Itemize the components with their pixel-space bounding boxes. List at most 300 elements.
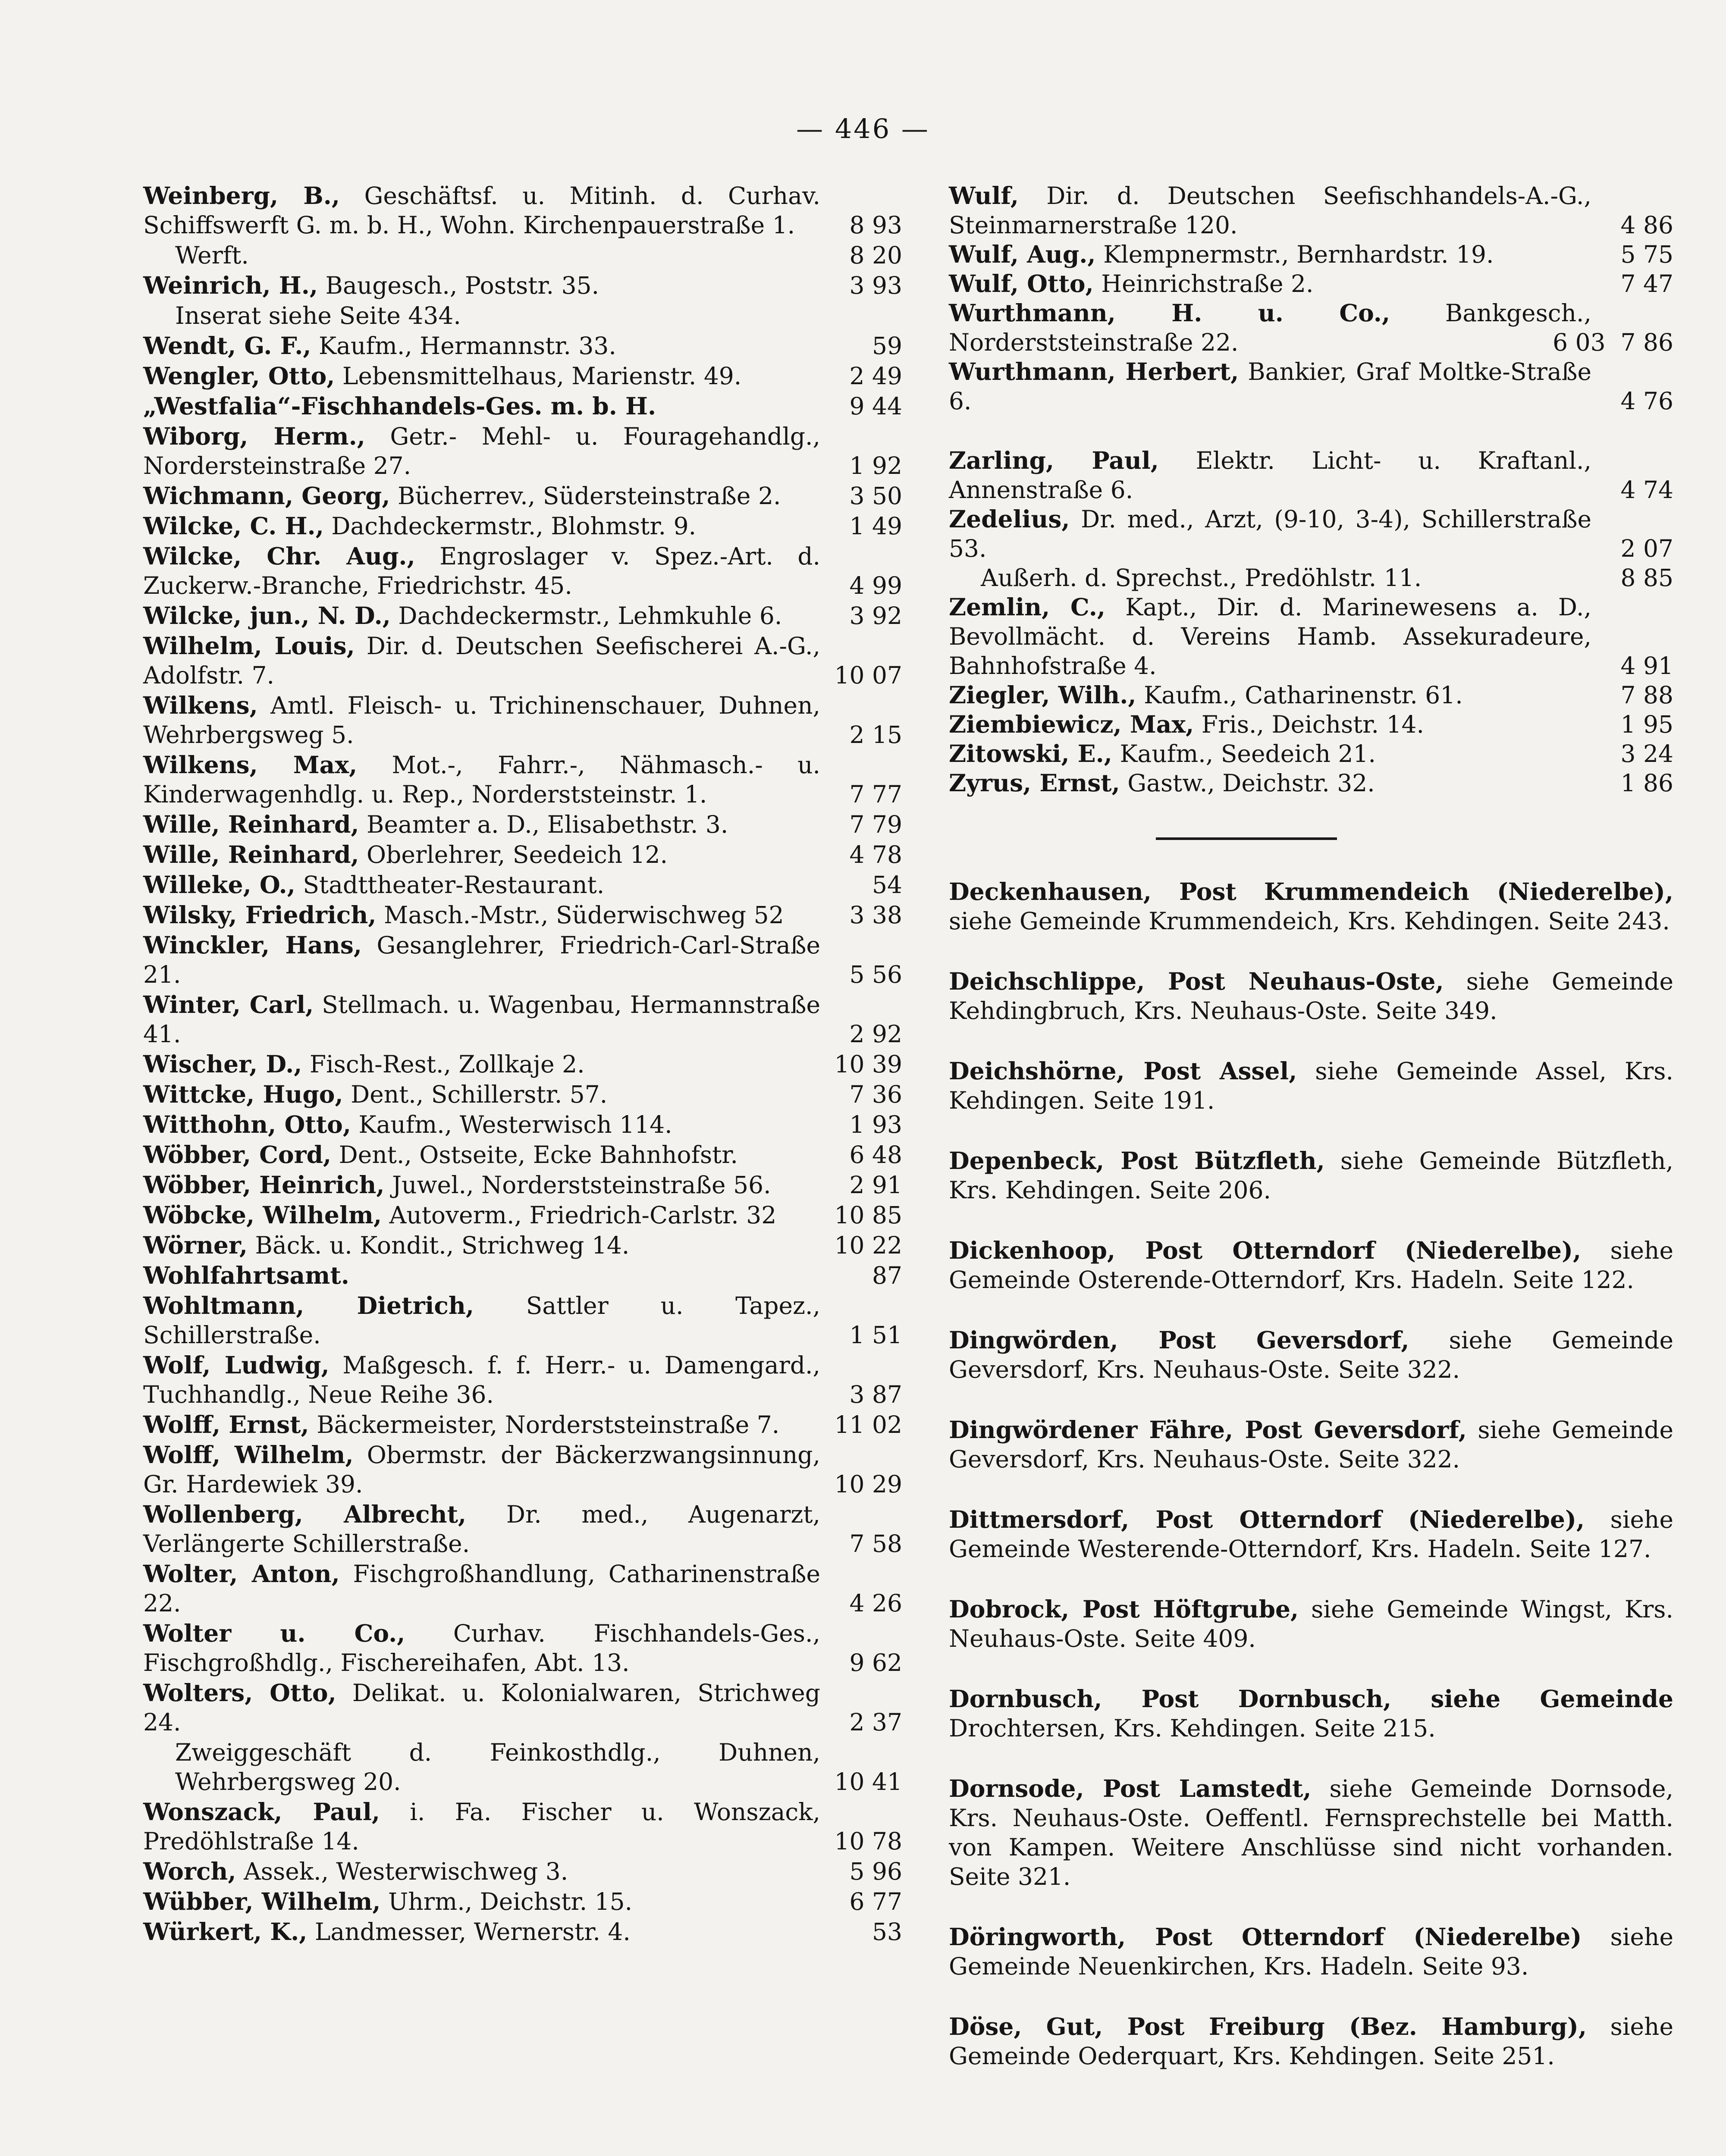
entry-text: [949, 680, 1673, 710]
entry-text: [949, 181, 1673, 240]
entry-text: [143, 392, 902, 421]
phone-number: 1 51: [849, 1321, 902, 1349]
place-name: Dingwördener Fähre, Post Geversdorf,: [949, 1416, 1467, 1444]
entry-details: Kaufm., Seedeich 21.: [1120, 740, 1376, 768]
phone-number: 5 56: [849, 961, 902, 988]
place-details: siehe Gemeinde Kehdingbruch, Krs. Neuhaus-Oste. Seite 349.: [949, 968, 1674, 1025]
entry-text: [175, 301, 902, 330]
phone-number: 5 75: [1620, 241, 1673, 268]
entry-text: [143, 1500, 902, 1558]
entry-name: Wilsky, Friedrich,: [143, 901, 377, 929]
entry-text: [949, 269, 1673, 298]
place-details: siehe Gemeinde Wingst, Krs. Neuhaus-Oste. Seite 409.: [949, 1595, 1673, 1652]
entry-name: Wilkens,: [143, 691, 258, 719]
phone-number: 10 85: [834, 1201, 902, 1229]
section-divider: [1156, 837, 1337, 840]
phone-number: 1 95: [1620, 711, 1673, 738]
entry-text: [143, 271, 902, 300]
phone-number: 4 76: [1620, 387, 1673, 415]
right-column: [949, 181, 1673, 2102]
place-text: [949, 1326, 1673, 1384]
entry-name: Wübber, Wilhelm,: [143, 1887, 381, 1915]
directory-entry: [949, 592, 1673, 680]
entry-name: Zedelius,: [949, 505, 1070, 533]
directory-entry: [949, 563, 1673, 592]
phone-number: 4 86: [1620, 211, 1673, 239]
directory-entry: [143, 1110, 902, 1139]
directory-entry: [143, 1351, 902, 1409]
entry-text: [143, 1559, 902, 1618]
entry-name: Zyrus, Ernst,: [949, 769, 1120, 797]
directory-entry: [143, 631, 902, 690]
entry-text: [143, 750, 902, 809]
phone-number: 10 07: [834, 661, 902, 689]
entry-text: [143, 422, 902, 480]
place-details: siehe Gemeinde Westerende-Otterndorf, Krs. Hadeln. Seite 127.: [949, 1506, 1674, 1563]
place-text: [949, 967, 1673, 1025]
entry-details: Gastw., Deichstr. 32.: [1127, 769, 1375, 797]
phone-number: 59: [872, 332, 902, 360]
phone-number: 6 03 7 86: [1553, 329, 1673, 356]
entry-text: [143, 1887, 902, 1916]
place-name: Dobrock, Post Höftgrube,: [949, 1595, 1299, 1623]
directory-entry: [143, 1678, 902, 1737]
place-details: siehe Gemeinde Geversdorf, Krs. Neuhaus-Oste. Seite 322.: [949, 1416, 1674, 1473]
entry-name: Wöbber, Cord,: [143, 1141, 332, 1169]
phone-number: 8 20: [849, 241, 902, 269]
directory-entry: [949, 505, 1673, 563]
entry-details: Elektr. Licht- u. Kraftanl., Annenstraße 6.: [949, 447, 1592, 504]
place-reference: [949, 1922, 1673, 1981]
phone-number: 87: [872, 1262, 902, 1289]
entry-text: [143, 1797, 902, 1856]
entry-details: Masch.-Mstr., Süderwischweg 52: [384, 901, 784, 929]
entry-details: Stellmach. u. Wagenbau, Hermannstraße 41.: [143, 991, 821, 1048]
entry-text: [143, 631, 902, 690]
entry-name: Wörner,: [143, 1231, 248, 1259]
entry-details: Heinrichstraße 2.: [1101, 270, 1314, 298]
entry-name: Wilcke, C. H.,: [143, 512, 324, 540]
entry-details: Kapt., Dir. d. Marinewesens a. D., Bevollmächt. d. Vereins Hamb. Assekuradeure, Bahnhofstraße 4.: [949, 593, 1591, 680]
entry-text: [143, 931, 902, 989]
phone-number: 7 47: [1620, 270, 1673, 298]
phone-number: 3 24: [1620, 740, 1673, 768]
entry-text: [143, 810, 902, 839]
phone-number: 1 93: [849, 1111, 902, 1138]
place-name: Deichschlippe, Post Neuhaus-Oste,: [949, 967, 1444, 995]
entry-name: Wohltmann, Dietrich,: [143, 1291, 474, 1319]
phone-number: 2 91: [849, 1171, 902, 1199]
directory-entry: [949, 710, 1673, 739]
phone-number: 6 48: [849, 1141, 902, 1169]
entry-text: [949, 710, 1673, 739]
entry-name: Wolters, Otto,: [143, 1679, 336, 1707]
phone-number: 2 49: [849, 362, 902, 390]
phone-number: 6 77: [849, 1888, 902, 1915]
place-text: [949, 1056, 1673, 1115]
place-details: siehe Gemeinde Dornsode, Krs. Neuhaus-Oste. Oeffentl. Fernsprechstelle bei Matth. von Kampen. Weitere Anschlüsse sind nicht vorhanden. Seite 321.: [949, 1775, 1674, 1890]
entry-name: Wolff, Ernst,: [143, 1410, 309, 1438]
directory-entry: [143, 361, 902, 391]
entry-text: [143, 1110, 902, 1139]
entry-name: Wilcke, jun., N. D.,: [143, 602, 391, 630]
phone-number: 3 92: [849, 602, 902, 630]
directory-entry: [143, 331, 902, 360]
entry-details: Bücherrev., Südersteinstraße 2.: [398, 482, 781, 510]
entry-details: Dachdeckermstr., Blohmstr. 9.: [331, 512, 697, 540]
phone-number: 10 78: [834, 1827, 902, 1855]
entry-details: Dr. med., Augenarzt, Verlängerte Schillerstraße.: [143, 1501, 820, 1557]
entry-details: Dent., Ostseite, Ecke Bahnhofstr.: [339, 1141, 738, 1169]
entry-name: Wischer, D.,: [143, 1050, 302, 1078]
phone-number: 7 88: [1620, 681, 1673, 709]
entry-name: Ziegler, Wilh.,: [949, 681, 1136, 709]
entry-details: Bankier, Graf Moltke-Straße 6.: [949, 358, 1591, 415]
entry-details: Bankgesch., Norderststeinstraße 22.: [949, 299, 1591, 356]
entry-text: [143, 1170, 902, 1200]
entry-name: Wurthmann, Herbert,: [949, 357, 1239, 385]
entry-text: [143, 1140, 902, 1169]
entry-name: Wilcke, Chr. Aug.,: [143, 542, 415, 570]
place-reference: [949, 1684, 1673, 1743]
entry-name: Winter, Carl,: [143, 990, 314, 1018]
entry-text: [143, 1200, 902, 1230]
place-reference: [949, 877, 1673, 936]
entry-name: Wollenberg, Albrecht,: [143, 1500, 467, 1528]
entry-text: [143, 542, 902, 600]
entry-name: Wittcke, Hugo,: [143, 1080, 343, 1108]
phone-number: 9 44: [849, 392, 902, 420]
entry-name: Wolter, Anton,: [143, 1560, 340, 1588]
directory-entry: [143, 271, 902, 300]
directory-entry: [143, 542, 902, 600]
place-name: Döringworth, Post Otterndorf (Niederelbe): [949, 1923, 1582, 1951]
place-details: siehe Gemeinde Oederquart, Krs. Kehdingen. Seite 251.: [949, 2013, 1673, 2070]
phone-number: 9 62: [849, 1649, 902, 1677]
entry-name: Weinrich, H.,: [143, 271, 318, 299]
directory-entry: [143, 1200, 902, 1230]
entry-name: Wohlfahrtsamt.: [143, 1261, 349, 1289]
place-text: [949, 1415, 1673, 1474]
place-text: [949, 1595, 1673, 1653]
place-name: Deckenhausen, Post Krummendeich (Niederelbe),: [949, 877, 1673, 906]
place-name: Depenbeck, Post Bützfleth,: [949, 1147, 1325, 1175]
phone-number: 8 93: [849, 211, 902, 239]
place-text: [949, 1684, 1673, 1743]
place-reference: [949, 1595, 1673, 1653]
phone-number: 4 26: [849, 1589, 902, 1617]
directory-entry: [143, 810, 902, 839]
entry-text: [143, 331, 902, 360]
directory-entry: [143, 481, 902, 511]
phone-number: 11 02: [834, 1411, 902, 1438]
phone-number: 3 87: [849, 1381, 902, 1408]
entry-name: Wöbber, Heinrich,: [143, 1171, 385, 1199]
entry-details: Uhrm., Deichstr. 15.: [388, 1888, 633, 1915]
directory-entry: [949, 357, 1673, 416]
entry-details: Bäck. u. Kondit., Strichweg 14.: [255, 1232, 630, 1259]
entry-details: Autoverm., Friedrich-Carlstr. 32: [389, 1201, 777, 1229]
entry-name: Weinberg, B.,: [143, 182, 340, 210]
entry-text: [949, 240, 1673, 269]
phone-number: 2 92: [849, 1020, 902, 1048]
place-name: Dingwörden, Post Geversdorf,: [949, 1326, 1409, 1354]
entry-details: Juwel., Norderststeinstraße 56.: [392, 1171, 771, 1199]
entry-name: Wonszack, Paul,: [143, 1798, 380, 1826]
left-column: [143, 181, 902, 1947]
entry-text: [143, 1410, 902, 1439]
place-references: [949, 877, 1673, 2071]
entry-details: Oberlehrer, Seedeich 12.: [367, 841, 668, 868]
place-name: Dickenhoop, Post Otterndorf (Niederelbe),: [949, 1236, 1582, 1264]
directory-entry: [143, 1559, 902, 1618]
entry-details: Getr.- Mehl- u. Fouragehandlg., Nordersteinstraße 27.: [143, 423, 821, 479]
phone-number: 3 50: [849, 482, 902, 510]
directory-entry: [143, 1080, 902, 1109]
entry-details: Delikat. u. Kolonialwaren, Strichweg 24.: [143, 1679, 820, 1736]
right-entries: [949, 181, 1673, 798]
phone-number: 4 91: [1620, 652, 1673, 680]
phone-number: 10 29: [834, 1470, 902, 1498]
phone-number: 4 78: [849, 841, 902, 868]
directory-entry: [949, 680, 1673, 710]
entry-name: Wolf, Ludwig,: [143, 1351, 330, 1379]
entry-text: [143, 181, 902, 240]
place-reference: [949, 1415, 1673, 1474]
directory-entry: [143, 1140, 902, 1169]
entry-text: [143, 511, 902, 541]
entry-text: [143, 1291, 902, 1350]
entry-name: Wulf,: [949, 182, 1019, 210]
directory-entry: [949, 298, 1673, 357]
entry-details: Assek., Westerwischweg 3.: [244, 1858, 568, 1885]
entry-text: [143, 361, 902, 391]
entry-text: [949, 592, 1673, 680]
directory-entry: [143, 181, 902, 240]
directory-entry: [143, 1261, 902, 1290]
directory-entry: [143, 241, 902, 270]
entry-details: Kaufm., Catharinenstr. 61.: [1144, 681, 1463, 709]
directory-entry: [143, 870, 902, 899]
entry-details: Lebensmittelhaus, Marienstr. 49.: [342, 362, 742, 390]
entry-text: [143, 1351, 902, 1409]
directory-entry: [143, 900, 902, 930]
phone-number: 4 74: [1620, 476, 1673, 504]
directory-entry: [949, 768, 1673, 798]
directory-entry: [143, 392, 902, 421]
place-details: siehe Gemeinde Assel, Krs. Kehdingen. Seite 191.: [949, 1057, 1674, 1114]
entry-details: Baugesch., Poststr. 35.: [325, 272, 599, 299]
entry-details: Obermstr. der Bäckerzwangsinnung, Gr. Hardewiek 39.: [143, 1441, 820, 1498]
entry-name: Ziembiewicz, Max,: [949, 710, 1194, 738]
entry-details: Zweiggeschäft d. Feinkosthdlg., Duhnen, Wehrbergsweg 20.: [175, 1739, 820, 1796]
entry-details: Fisch-Rest., Zollkaje 2.: [309, 1050, 585, 1078]
entry-details: Kaufm., Hermannstr. 33.: [319, 332, 616, 360]
phone-number: 1 86: [1620, 769, 1673, 797]
directory-entry: [143, 511, 902, 541]
entry-details: Dir. d. Deutschen Seefischerei A.-G., Adolfstr. 7.: [143, 632, 820, 689]
entry-name: Wöbcke, Wilhelm,: [143, 1201, 382, 1229]
entry-details: Gesanglehrer, Friedrich-Carl-Straße 21.: [143, 931, 821, 988]
directory-entry: [143, 1170, 902, 1200]
directory-entry: [143, 1857, 902, 1886]
entry-text: [143, 840, 902, 869]
place-reference: [949, 1056, 1673, 1115]
entry-name: Zemlin, C.,: [949, 593, 1106, 621]
entry-details: Engroslager v. Spez.-Art. d. Zuckerw.-Branche, Friedrichstr. 45.: [143, 542, 821, 599]
entry-text: [143, 900, 902, 930]
entry-text: [143, 1080, 902, 1109]
entry-name: Würkert, K.,: [143, 1918, 308, 1946]
directory-entry: [143, 601, 902, 630]
entry-text: [143, 1440, 902, 1499]
place-details: siehe Gemeinde Osterende-Otterndorf, Krs. Hadeln. Seite 122.: [949, 1237, 1673, 1294]
entry-details: Außerh. d. Sprechst., Predöhlstr. 11.: [981, 564, 1422, 592]
place-reference: [949, 1326, 1673, 1384]
directory-entry: [143, 1440, 902, 1499]
place-details: siehe Gemeinde Bützfleth, Krs. Kehdingen. Seite 206.: [949, 1147, 1673, 1204]
entry-text: [143, 1678, 902, 1737]
entry-name: Wurthmann, H. u. Co.,: [949, 299, 1390, 327]
entry-text: [143, 601, 902, 630]
entry-text: [143, 481, 902, 511]
directory-entry: [143, 750, 902, 809]
entry-name: Wengler, Otto,: [143, 362, 335, 390]
place-name: Deichshörne, Post Assel,: [949, 1057, 1297, 1085]
entry-text: [175, 241, 902, 270]
entry-text: [949, 768, 1673, 798]
directory-entry: [143, 1291, 902, 1350]
place-details: siehe Gemeinde Neuenkirchen, Krs. Hadeln. Seite 93.: [949, 1923, 1673, 1980]
entry-text: [949, 739, 1673, 768]
entry-details: Kaufm., Westerwisch 114.: [358, 1111, 672, 1138]
directory-entry: [143, 1797, 902, 1856]
place-reference: [949, 1146, 1673, 1205]
entry-name: Wulf, Otto,: [949, 270, 1094, 298]
phone-number: 3 38: [849, 901, 902, 929]
entry-name: Wendt, G. F.,: [143, 332, 311, 360]
place-details: siehe Gemeinde Krummendeich, Krs. Kehdingen. Seite 243.: [949, 907, 1670, 935]
entry-details: Fischgroßhandlung, Catharinenstraße 22.: [143, 1560, 821, 1617]
directory-entry: [143, 1231, 902, 1260]
phone-number: 5 96: [849, 1858, 902, 1885]
entry-name: Wulf, Aug.,: [949, 240, 1096, 268]
directory-entry: [949, 446, 1673, 505]
entry-name: Wilhelm, Louis,: [143, 632, 355, 660]
phone-number: 7 58: [849, 1530, 902, 1557]
phone-number: 7 79: [849, 811, 902, 838]
entry-name: Wille, Reinhard,: [143, 840, 359, 868]
directory-entry: [143, 1500, 902, 1558]
phone-number: 2 07: [1620, 535, 1673, 562]
entry-name: Worch,: [143, 1857, 236, 1885]
directory-entry: [143, 301, 902, 330]
phone-number: 54: [872, 871, 902, 899]
phone-number: 2 15: [849, 721, 902, 749]
entry-text: [949, 357, 1673, 416]
phone-number: 7 77: [849, 780, 902, 808]
entry-details: Klempnermstr., Bernhardstr. 19.: [1103, 241, 1494, 268]
entry-text: [143, 1619, 902, 1677]
entry-text: [143, 1050, 902, 1079]
place-name: Dittmersdorf, Post Otterndorf (Niederelbe),: [949, 1505, 1585, 1533]
phone-number: 1 49: [849, 512, 902, 540]
entry-details: Bäckermeister, Norderststeinstraße 7.: [317, 1411, 780, 1438]
entry-details: Beamter a. D., Elisabethstr. 3.: [367, 811, 728, 838]
entry-details: Maßgesch. f. f. Herr.- u. Damengard., Tuchhandlg., Neue Reihe 36.: [143, 1351, 821, 1408]
directory-entry: [143, 1738, 902, 1796]
place-name: Döse, Gut, Post Freiburg (Bez. Hamburg),: [949, 2012, 1587, 2040]
place-text: [949, 1505, 1673, 1564]
entry-name: Wichmann, Georg,: [143, 482, 390, 510]
entry-text: [949, 505, 1673, 563]
entry-name: Wilkens, Max,: [143, 751, 358, 779]
directory-entry: [143, 931, 902, 989]
place-text: [949, 1922, 1673, 1981]
place-name: Dornbusch, Post Dornbusch, siehe Gemeinde: [949, 1685, 1673, 1713]
phone-number: 53: [872, 1918, 902, 1946]
entry-name: Willeke, O.,: [143, 871, 295, 899]
phone-number: 10 39: [834, 1050, 902, 1078]
entry-details: Dr. med., Arzt, (9-10, 3-4), Schillerstraße 53.: [949, 505, 1591, 562]
directory-entry: [949, 739, 1673, 768]
entry-text: [175, 1738, 902, 1796]
directory-entry: [949, 269, 1673, 298]
entry-name: Zitowski, E.,: [949, 740, 1112, 768]
entry-details: Geschäftsf. u. Mitinh. d. Curhav. Schiffswerft G. m. b. H., Wohn. Kirchenpauerstraße 1.: [143, 182, 821, 239]
entry-details: Inserat siehe Seite 434.: [175, 302, 461, 329]
phone-number: 10 22: [834, 1232, 902, 1259]
entry-details: Werft.: [175, 241, 249, 269]
phone-number: 10 41: [834, 1768, 902, 1796]
place-text: [949, 1774, 1673, 1891]
directory-entry: [949, 240, 1673, 269]
directory-entry: [143, 691, 902, 749]
directory-entry: [143, 1619, 902, 1677]
place-reference: [949, 1236, 1673, 1294]
entry-text: [143, 1231, 902, 1260]
phone-number: 2 37: [849, 1708, 902, 1736]
entry-details: Amtl. Fleisch- u. Trichinenschauer, Duhnen, Wehrbergsweg 5.: [143, 692, 820, 749]
place-name: Dornsode, Post Lamstedt,: [949, 1774, 1312, 1802]
entry-name: Witthohn, Otto,: [143, 1110, 351, 1138]
entry-name: „Westfalia“-Fischhandels-Ges. m. b. H.: [143, 392, 656, 420]
place-reference: [949, 967, 1673, 1025]
entry-text: [143, 691, 902, 749]
entry-text: [981, 563, 1673, 592]
phone-number: 1 92: [849, 452, 902, 479]
entry-text: [143, 1857, 902, 1886]
place-text: [949, 1236, 1673, 1294]
place-text: [949, 1146, 1673, 1205]
entry-details: Dir. d. Deutschen Seefischhandels-A.-G., Steinmarnerstraße 120.: [949, 182, 1591, 239]
entry-name: Wolter u. Co.,: [143, 1619, 405, 1647]
entry-details: Mot.-, Fahrr.-, Nähmasch.- u. Kinderwagenhdlg. u. Rep., Norderststeinstr. 1.: [143, 751, 820, 808]
directory-entry: [143, 1410, 902, 1439]
entry-text: [949, 446, 1673, 505]
entry-text: [143, 1261, 902, 1290]
entry-name: Winckler, Hans,: [143, 931, 362, 959]
entry-name: Wiborg, Herm.,: [143, 422, 365, 450]
entry-details: Sattler u. Tapez., Schillerstraße.: [143, 1292, 821, 1349]
directory-entry: [949, 181, 1673, 240]
entry-text: [143, 1917, 902, 1946]
entry-text: [143, 990, 902, 1049]
place-reference: [949, 2012, 1673, 2071]
entry-text: [143, 870, 902, 899]
entry-name: Wille, Reinhard,: [143, 810, 359, 838]
place-details: siehe Gemeinde Geversdorf, Krs. Neuhaus-Oste. Seite 322.: [949, 1326, 1674, 1383]
